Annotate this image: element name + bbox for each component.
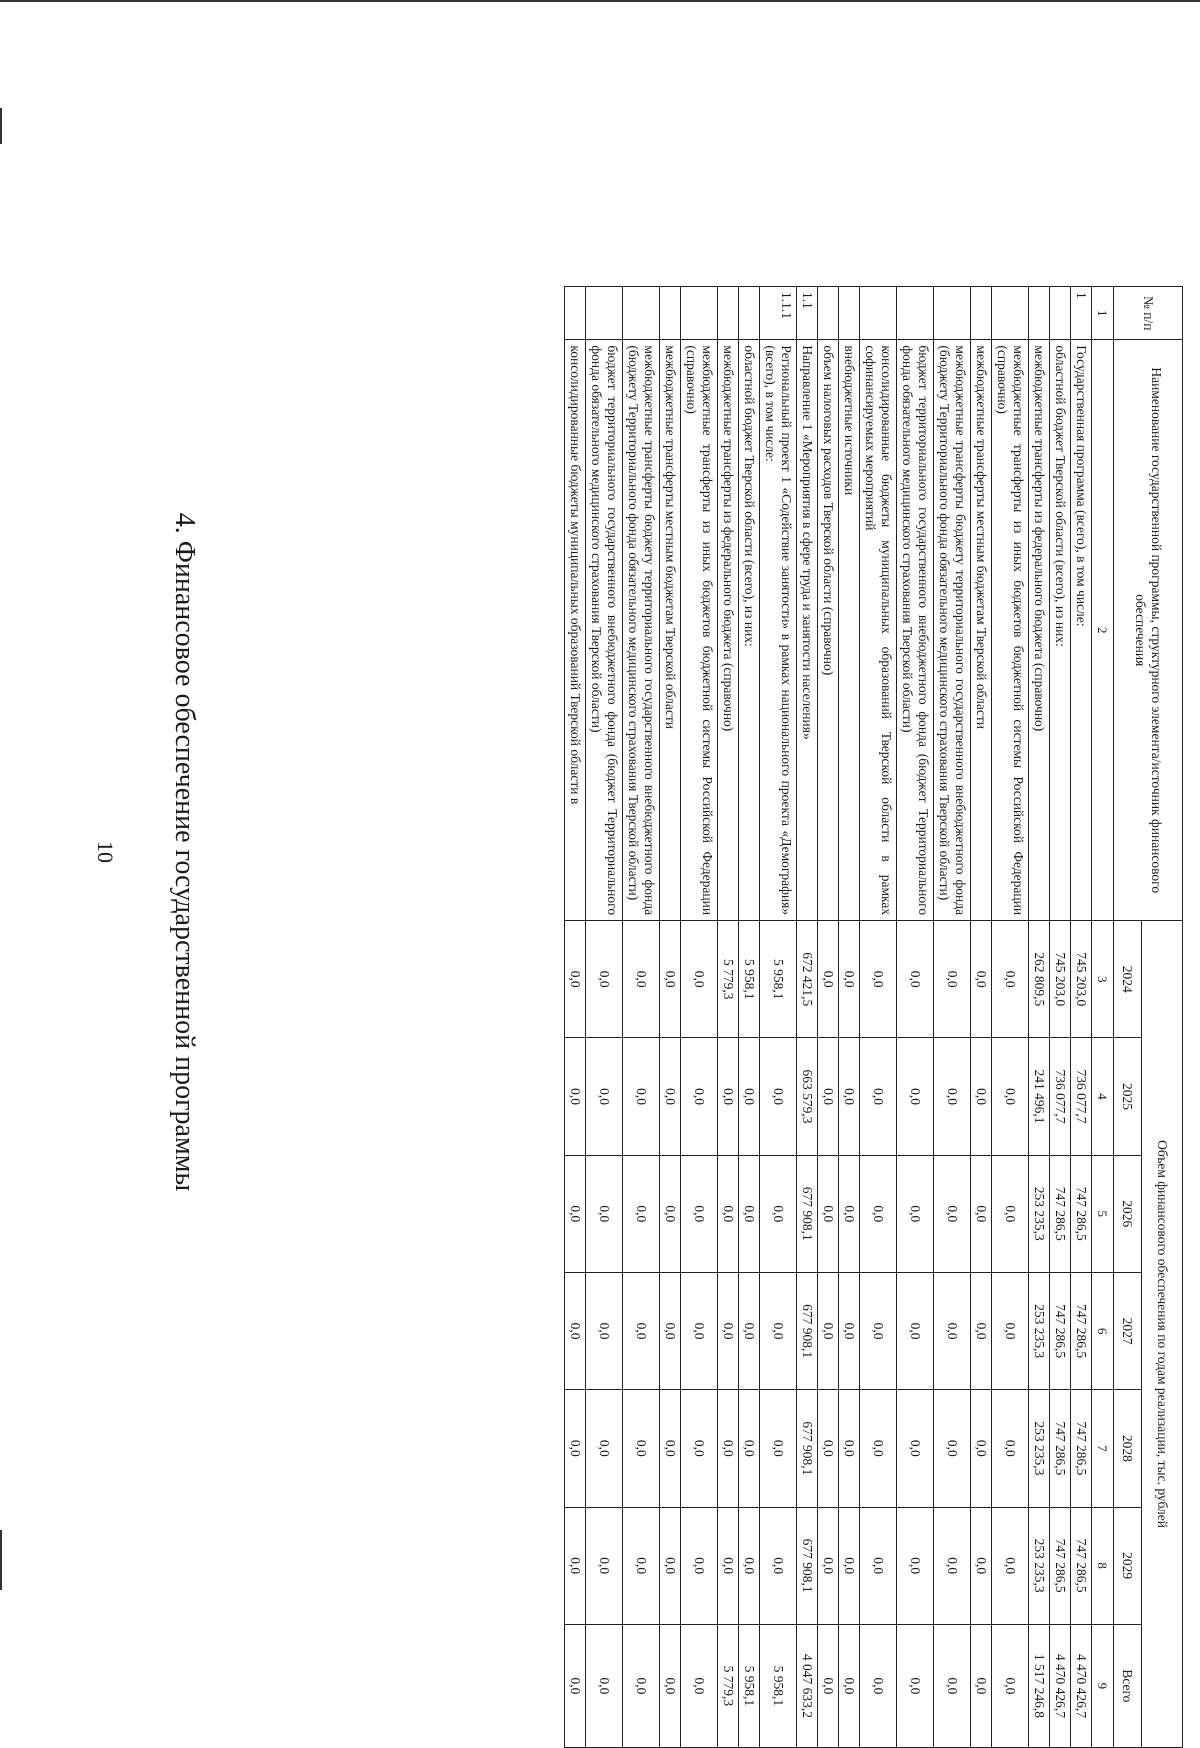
row-value: 0,0 [739, 1507, 760, 1624]
row-name: областной бюджет Тверской области (всего), из них: [1050, 340, 1071, 921]
column-number: 1 [1092, 287, 1114, 340]
row-value: 0,0 [760, 1507, 797, 1624]
column-number: 3 [1092, 921, 1114, 1038]
row-value: 0,0 [739, 1155, 760, 1272]
row-total: 5 958,1 [760, 1624, 797, 1747]
row-value: 0,0 [681, 921, 718, 1038]
row-value: 0,0 [718, 1507, 739, 1624]
table-row [1050, 287, 1071, 1748]
header-index: № п/п [1114, 287, 1183, 340]
column-number-row [1092, 287, 1114, 1748]
row-value: 253 235,3 [1029, 1390, 1050, 1507]
row-value: 745 203,0 [1071, 921, 1092, 1038]
row-value: 0,0 [623, 1507, 660, 1624]
row-value: 0,0 [565, 921, 586, 1038]
row-value: 0,0 [818, 1038, 839, 1155]
row-value: 0,0 [739, 1390, 760, 1507]
row-value: 747 286,5 [1050, 1507, 1071, 1624]
row-name: бюджет территориального государственного внебюджетного фонда (бюджет Территориального фонда обязательного медицинского страхования Тверской области) [897, 340, 934, 921]
row-index [718, 287, 739, 340]
row-value: 0,0 [739, 1272, 760, 1389]
row-total: 0,0 [860, 1624, 897, 1747]
row-total: 0,0 [623, 1624, 660, 1747]
row-value: 0,0 [934, 921, 971, 1038]
row-value: 0,0 [971, 1390, 992, 1507]
row-value: 0,0 [818, 1507, 839, 1624]
row-value: 677 908,1 [797, 1507, 818, 1624]
column-number: 8 [1092, 1507, 1114, 1624]
row-value: 672 421,5 [797, 921, 818, 1038]
row-total: 0,0 [839, 1624, 860, 1747]
row-value: 0,0 [760, 1272, 797, 1389]
row-index: 1 [1071, 287, 1092, 340]
row-value: 0,0 [565, 1038, 586, 1155]
row-index [739, 287, 760, 340]
row-value: 0,0 [818, 1155, 839, 1272]
row-value: 0,0 [934, 1507, 971, 1624]
header-year: 2027 [1114, 1272, 1142, 1389]
row-value: 253 235,3 [1029, 1272, 1050, 1389]
row-value: 0,0 [586, 1272, 623, 1389]
row-value: 0,0 [839, 1390, 860, 1507]
row-value: 0,0 [760, 1155, 797, 1272]
row-value: 0,0 [760, 1390, 797, 1507]
row-index: 1.1 [797, 287, 818, 340]
row-value: 0,0 [897, 1272, 934, 1389]
row-value: 0,0 [839, 1272, 860, 1389]
row-name: межбюджетные трансферты местным бюджетам Тверской области [971, 340, 992, 921]
row-value: 0,0 [760, 1038, 797, 1155]
row-name: объем налоговых расходов Тверской области (справочно) [818, 340, 839, 921]
row-index [860, 287, 897, 340]
row-name: Региональный проект 1 «Содействие занятости» в рамках национального проекта «Демография» (всего), в том числе: [760, 340, 797, 921]
row-value: 0,0 [992, 1038, 1029, 1155]
row-total: 5 958,1 [739, 1624, 760, 1747]
row-total: 0,0 [818, 1624, 839, 1747]
row-value: 0,0 [586, 921, 623, 1038]
row-value: 5 958,1 [739, 921, 760, 1038]
row-value: 5 779,3 [718, 921, 739, 1038]
row-name: межбюджетные трансферты бюджету территориального государственного внебюджетного фонда (бюджету Территориального фонда обязательного медицинского страхования Тверской области) [934, 340, 971, 921]
row-total: 0,0 [681, 1624, 718, 1747]
row-value: 0,0 [818, 1272, 839, 1389]
row-value: 0,0 [660, 921, 681, 1038]
row-total: 0,0 [660, 1624, 681, 1747]
row-value: 0,0 [992, 1390, 1029, 1507]
row-value: 241 496,1 [1029, 1038, 1050, 1155]
row-name: Государственная программа (всего), в том числе: [1071, 340, 1092, 921]
row-value: 0,0 [971, 1155, 992, 1272]
row-value: 0,0 [860, 1155, 897, 1272]
header-volume: Объем финансового обеспечения по годам реализации, тыс. рублей [1142, 921, 1183, 1748]
row-value: 262 809,5 [1029, 921, 1050, 1038]
row-value: 0,0 [818, 921, 839, 1038]
row-value: 0,0 [718, 1155, 739, 1272]
row-value: 0,0 [660, 1507, 681, 1624]
table-row [565, 287, 586, 1748]
row-value: 0,0 [818, 1390, 839, 1507]
row-value: 0,0 [660, 1155, 681, 1272]
row-index [971, 287, 992, 340]
row-value: 0,0 [586, 1507, 623, 1624]
header-year: 2028 [1114, 1390, 1142, 1507]
row-value: 0,0 [586, 1155, 623, 1272]
row-name: межбюджетные трансферты из иных бюджетов бюджетной системы Российской Федерации (справочно) [992, 340, 1029, 921]
row-index [1050, 287, 1071, 340]
section-title: 4. Финансовое обеспечение государственной программы [169, 512, 200, 1192]
row-total: 4 047 633,2 [797, 1624, 818, 1747]
row-name: внебюджетные источники [839, 340, 860, 921]
row-name: бюджет территориального государственного внебюджетного фонда (бюджет Территориального фонда обязательного медицинского страхования Тверской области) [586, 340, 623, 921]
row-value: 0,0 [934, 1272, 971, 1389]
row-total: 5 779,3 [718, 1624, 739, 1747]
table-row [1029, 287, 1050, 1748]
row-value: 747 286,5 [1050, 1155, 1071, 1272]
row-value: 747 286,5 [1071, 1507, 1092, 1624]
row-value: 0,0 [971, 1272, 992, 1389]
row-index [565, 287, 586, 340]
row-value: 0,0 [739, 1038, 760, 1155]
table-row [718, 287, 739, 1748]
column-number: 6 [1092, 1272, 1114, 1389]
row-total: 0,0 [934, 1624, 971, 1747]
row-value: 253 235,3 [1029, 1155, 1050, 1272]
row-value: 0,0 [565, 1507, 586, 1624]
row-value: 0,0 [623, 921, 660, 1038]
row-index [660, 287, 681, 340]
row-index [839, 287, 860, 340]
row-value: 0,0 [897, 1390, 934, 1507]
row-total: 4 470 426,7 [1050, 1624, 1071, 1747]
row-name: консолидированные бюджеты муниципальных образований Тверской области в [565, 340, 586, 921]
header-year: 2026 [1114, 1155, 1142, 1272]
row-value: 745 203,0 [1050, 921, 1071, 1038]
row-value: 0,0 [992, 921, 1029, 1038]
row-value: 0,0 [681, 1272, 718, 1389]
header-total: Всего [1114, 1624, 1142, 1747]
row-index [897, 287, 934, 340]
table-row [586, 287, 623, 1748]
row-name: межбюджетные трансферты из федерального бюджета (справочно) [718, 340, 739, 921]
header-year: 2025 [1114, 1038, 1142, 1155]
header-year: 2024 [1114, 921, 1142, 1038]
header-name: Наименование государственной программы, структурного элемента/источник финансового обеспечения [1114, 340, 1183, 921]
row-name: консолидированные бюджеты муниципальных образований Тверской области в рамках софинансируемых мероприятий [860, 340, 897, 921]
table-row [992, 287, 1029, 1748]
row-value: 0,0 [992, 1155, 1029, 1272]
table-row [897, 287, 934, 1748]
row-value: 0,0 [860, 921, 897, 1038]
row-value: 0,0 [586, 1390, 623, 1507]
row-value: 0,0 [681, 1038, 718, 1155]
row-value: 0,0 [971, 921, 992, 1038]
row-value: 0,0 [586, 1038, 623, 1155]
row-index [818, 287, 839, 340]
row-name: межбюджетные трансферты из федерального бюджета (справочно) [1029, 340, 1050, 921]
row-value: 0,0 [718, 1390, 739, 1507]
row-value: 0,0 [623, 1390, 660, 1507]
row-value: 0,0 [718, 1272, 739, 1389]
row-value: 736 077,7 [1071, 1038, 1092, 1155]
row-value: 0,0 [681, 1390, 718, 1507]
row-value: 5 958,1 [760, 921, 797, 1038]
row-value: 747 286,5 [1071, 1272, 1092, 1389]
row-value: 0,0 [565, 1272, 586, 1389]
financing-table [564, 286, 1183, 1748]
row-index [586, 287, 623, 340]
header-year: 2029 [1114, 1507, 1142, 1624]
table-row [934, 287, 971, 1748]
row-value: 663 579,3 [797, 1038, 818, 1155]
row-value: 0,0 [934, 1038, 971, 1155]
row-index [992, 287, 1029, 340]
table-row [760, 287, 797, 1748]
table-row [739, 287, 760, 1748]
row-value: 0,0 [623, 1272, 660, 1389]
row-value: 0,0 [660, 1390, 681, 1507]
row-total: 0,0 [586, 1624, 623, 1747]
row-value: 0,0 [934, 1155, 971, 1272]
row-value: 0,0 [660, 1038, 681, 1155]
table-row [839, 287, 860, 1748]
table-row [818, 287, 839, 1748]
row-value: 0,0 [971, 1038, 992, 1155]
row-total: 4 470 426,7 [1071, 1624, 1092, 1747]
row-index: 1.1.1 [760, 287, 797, 340]
row-value: 0,0 [839, 1507, 860, 1624]
table-row [681, 287, 718, 1748]
row-value: 747 286,5 [1050, 1272, 1071, 1389]
row-value: 747 286,5 [1071, 1155, 1092, 1272]
row-total: 0,0 [565, 1624, 586, 1747]
row-total: 0,0 [992, 1624, 1029, 1747]
row-value: 0,0 [860, 1390, 897, 1507]
row-value: 677 908,1 [797, 1272, 818, 1389]
row-index [623, 287, 660, 340]
row-value: 0,0 [897, 1507, 934, 1624]
row-value: 0,0 [860, 1507, 897, 1624]
row-value: 0,0 [992, 1272, 1029, 1389]
row-name: межбюджетные трансферты местным бюджетам Тверской области [660, 340, 681, 921]
row-value: 0,0 [623, 1038, 660, 1155]
column-number: 7 [1092, 1390, 1114, 1507]
row-total: 0,0 [897, 1624, 934, 1747]
row-value: 747 286,5 [1050, 1390, 1071, 1507]
page-number: 10 [93, 841, 118, 863]
row-value: 0,0 [860, 1038, 897, 1155]
row-value: 253 235,3 [1029, 1507, 1050, 1624]
row-name: Направление 1 «Мероприятия в сфере труда и занятости населения» [797, 340, 818, 921]
row-index [1029, 287, 1050, 340]
row-value: 0,0 [565, 1390, 586, 1507]
row-value: 747 286,5 [1071, 1390, 1092, 1507]
row-value: 0,0 [681, 1507, 718, 1624]
table-row [797, 287, 818, 1748]
table-row [660, 287, 681, 1748]
row-total: 1 517 246,8 [1029, 1624, 1050, 1747]
table-row [860, 287, 897, 1748]
row-value: 0,0 [681, 1155, 718, 1272]
row-index [934, 287, 971, 340]
row-value: 0,0 [839, 1038, 860, 1155]
row-value: 677 908,1 [797, 1390, 818, 1507]
row-value: 0,0 [839, 921, 860, 1038]
row-value: 0,0 [623, 1155, 660, 1272]
row-value: 0,0 [660, 1272, 681, 1389]
row-value: 0,0 [934, 1390, 971, 1507]
column-number: 4 [1092, 1038, 1114, 1155]
row-value: 0,0 [565, 1155, 586, 1272]
row-value: 736 077,7 [1050, 1038, 1071, 1155]
row-value: 0,0 [971, 1507, 992, 1624]
row-value: 0,0 [839, 1155, 860, 1272]
row-value: 677 908,1 [797, 1155, 818, 1272]
table-row [971, 287, 992, 1748]
row-name: межбюджетные трансферты бюджету территориального государственного внебюджетного фонда (бюджету Территориального фонда обязательного медицинского страхования Тверской области) [623, 340, 660, 921]
row-total: 0,0 [971, 1624, 992, 1747]
row-index [681, 287, 718, 340]
row-value: 0,0 [718, 1038, 739, 1155]
row-value: 0,0 [897, 1038, 934, 1155]
row-value: 0,0 [860, 1272, 897, 1389]
table-row [623, 287, 660, 1748]
row-value: 0,0 [897, 1155, 934, 1272]
table-row [1071, 287, 1092, 1748]
row-value: 0,0 [897, 921, 934, 1038]
row-value: 0,0 [992, 1507, 1029, 1624]
column-number: 5 [1092, 1155, 1114, 1272]
row-name: областной бюджет Тверской области (всего), из них: [739, 340, 760, 921]
column-number: 9 [1092, 1624, 1114, 1747]
column-number: 2 [1092, 340, 1114, 921]
row-name: межбюджетные трансферты из иных бюджетов бюджетной системы Российской Федерации (справочно) [681, 340, 718, 921]
